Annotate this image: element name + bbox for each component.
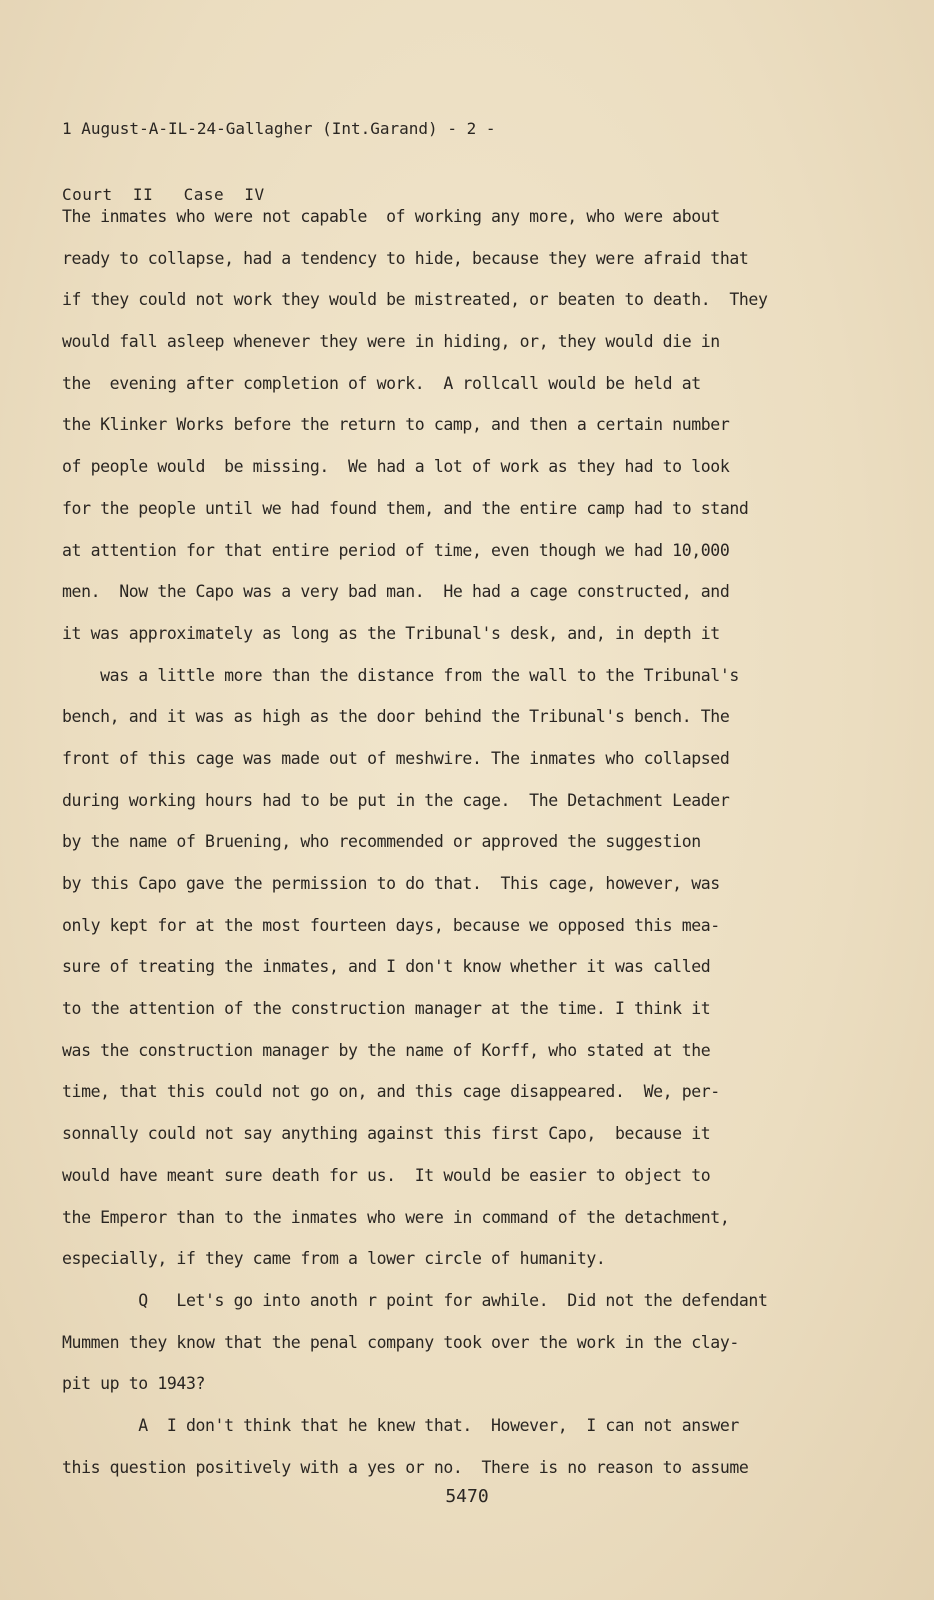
transcript-line: front of this cage was made out of meshwire. The inmates who collapsed: [62, 748, 730, 768]
transcript-line: Mummen they know that the penal company took over the work in the clay-: [62, 1332, 739, 1352]
transcript-line: for the people until we had found them, and the entire camp had to stand: [62, 498, 749, 518]
transcript-line: would have meant sure death for us. It would be easier to object to: [62, 1165, 711, 1185]
transcript-line: this question positively with a yes or no. There is no reason to assume: [62, 1457, 749, 1477]
transcript-line: Q Let's go into anoth r point for awhile. Did not the defendant: [62, 1290, 768, 1310]
transcript-line: by this Capo gave the permission to do that. This cage, however, was: [62, 874, 720, 893]
transcript-line: pit up to 1943?: [62, 1374, 206, 1394]
page-number: 5470: [445, 1486, 489, 1507]
transcript-line: especially, if they came from a lower circle of humanity.: [62, 1249, 606, 1269]
transcript-line: sure of treating the inmates, and I don't know whether it was called: [62, 957, 711, 977]
header-reference: 1 August-A-IL-24-Gallagher (Int.Garand) - 2 -: [62, 119, 496, 138]
transcript-line: bench, and it was as high as the door behind the Tribunal's bench. The: [62, 707, 730, 727]
transcript-line: sonnally could not say anything against this first Capo, because it: [62, 1124, 711, 1144]
transcript-line: men. Now the Capo was a very bad man. He had a cage constructed, and: [62, 582, 730, 602]
transcript-line: of people would be missing. We had a lot of work as they had to look: [62, 457, 730, 477]
transcript-line: if they could not work they would be mistreated, or beaten to death. They: [62, 290, 768, 310]
transcript-line: would fall asleep whenever they were in hiding, or, they would die in: [62, 332, 720, 352]
transcript-line: to the attention of the construction manager at the time. I think it: [62, 999, 711, 1019]
transcript-line: was a little more than the distance from the wall to the Tribunal's: [62, 665, 739, 685]
transcript-body: [62, 196, 902, 1488]
transcript-line: it was approximately as long as the Tribunal's desk, and, in depth it: [62, 623, 720, 643]
transcript-line: the evening after completion of work. A rollcall would be held at: [62, 373, 701, 393]
transcript-line: The inmates who were not capable of working any more, who were about: [62, 207, 720, 226]
transcript-line: the Klinker Works before the return to camp, and then a certain number: [62, 415, 730, 435]
header-court-case: Court II Case IV: [62, 185, 265, 204]
transcript-line: only kept for at the most fourteen days, because we opposed this mea-: [62, 915, 720, 935]
transcript-line: at attention for that entire period of time, even though we had 10,000: [62, 540, 730, 560]
transcript-line: the Emperor than to the inmates who were in command of the detachment,: [62, 1207, 730, 1227]
transcript-line: during working hours had to be put in the cage. The Detachment Leader: [62, 790, 730, 810]
transcript-line: was the construction manager by the name of Korff, who stated at the: [62, 1040, 711, 1060]
transcript-line: time, that this could not go on, and this cage disappeared. We, per-: [62, 1082, 720, 1102]
transcript-line: A I don't think that he knew that. However, I can not answer: [62, 1415, 739, 1435]
transcript-line: ready to collapse, had a tendency to hide, because they were afraid that: [62, 248, 749, 268]
transcript-line: by the name of Bruening, who recommended or approved the suggestion: [62, 832, 701, 852]
